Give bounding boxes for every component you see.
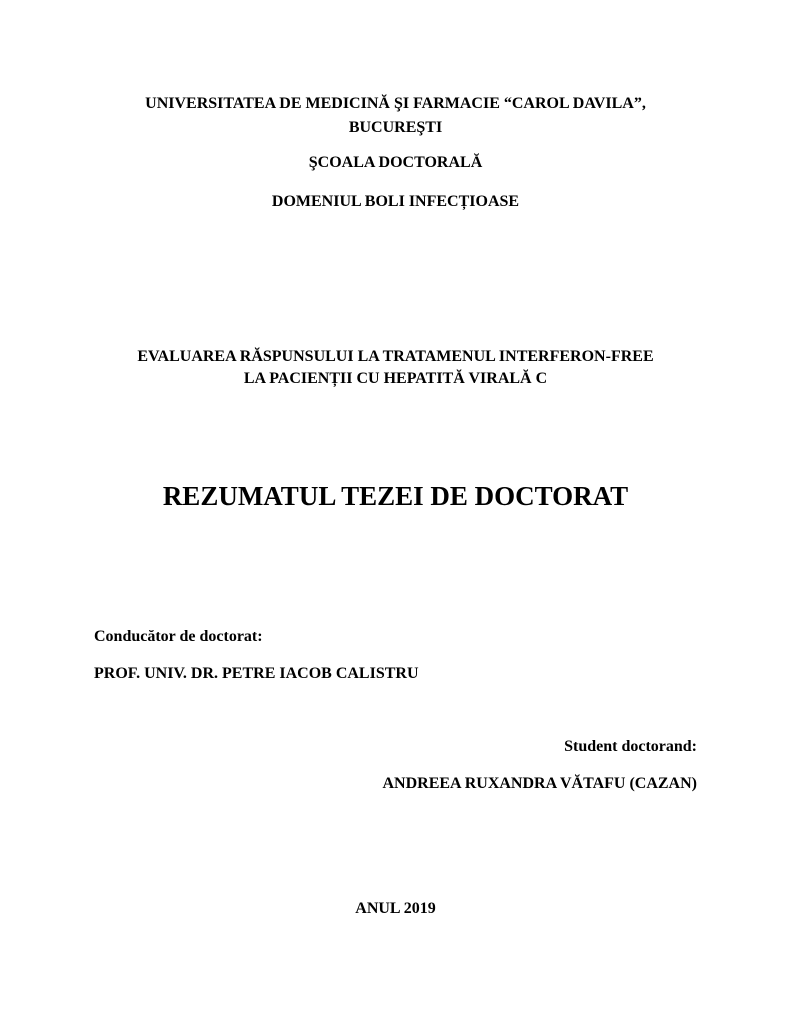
supervisor-label: Conducător de doctorat: [94, 628, 263, 645]
year-footer: ANUL 2019 [355, 900, 436, 917]
thesis-title-line2: LA PACIENȚII CU HEPATITĂ VIRALĂ C [243, 370, 548, 387]
document-type-heading: REZUMATUL TEZEI DE DOCTORAT [162, 481, 629, 511]
student-label: Student doctorand: [564, 738, 697, 755]
university-name-line1: UNIVERSITATEA DE MEDICINĂ ŞI FARMACIE “CAROL DAVILA”, [145, 95, 646, 112]
university-name-line2: BUCUREŞTI [348, 119, 443, 136]
student-name: ANDREEA RUXANDRA VĂTAFU (CAZAN) [382, 775, 697, 792]
doctoral-school: ŞCOALA DOCTORALĂ [308, 154, 483, 171]
thesis-title-line1: EVALUAREA RĂSPUNSULUI LA TRATAMENUL INTERFERON-FREE [137, 348, 654, 365]
field-domain: DOMENIUL BOLI INFECȚIOASE [271, 193, 520, 210]
supervisor-name: PROF. UNIV. DR. PETRE IACOB CALISTRU [94, 665, 419, 682]
